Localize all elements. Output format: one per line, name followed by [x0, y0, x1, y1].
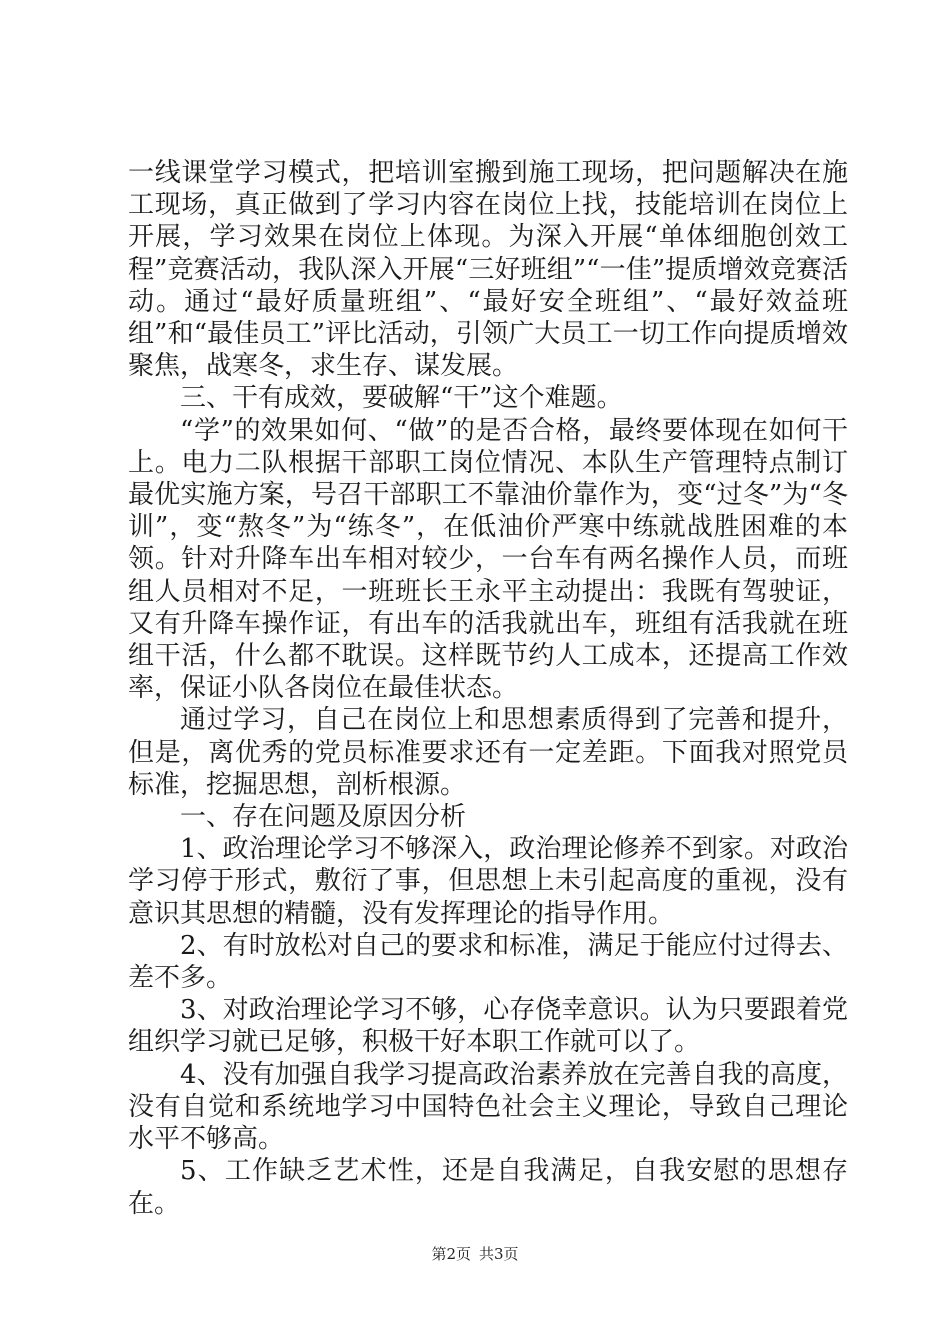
- list-item: 3、对政治理论学习不够，心存侥幸意识。认为只要跟着党组织学习就已足够，积极干好本职工作就可以了。: [128, 995, 848, 1058]
- list-item: 2、有时放松对自己的要求和标准，满足于能应付过得去、差不多。: [128, 930, 848, 994]
- paragraph: 通过学习，自己在岗位上和思想素质得到了完善和提升，但是，离优秀的党员标准要求还有一定差距。下面我对照党员标准，挖掘思想，剖析根源。: [128, 705, 848, 800]
- list-item: 5、工作缺乏艺术性，还是自我满足，自我安慰的思想存在。: [128, 1156, 848, 1219]
- page-footer: [0, 1244, 950, 1264]
- document-body: [128, 157, 848, 1220]
- paragraph: “学”的效果如何、“做”的是否合格，最终要体现在如何干上。电力二队根据干部职工岗位情况、本队生产管理特点制订最优实施方案，号召干部职工不靠油价靠作为，变“过冬”为“冬训”，变“熬冬”为“练冬”，在低油价严寒中练就战胜困难的本领。针对升降车出车相对较少，一台车有两名操作人员，而班组人员相对不足，一班班长王永平主动提出：我既有驾驶证，又有升降车操作证，有出车的活我就出车，班组有活我就在班组干活，什么都不耽误。这样既节约人工成本，还提高工作效率，保证小队各岗位在最佳状态。: [128, 415, 848, 704]
- section-heading-three: 三、干有成效，要破解“干”这个难题。: [180, 383, 623, 414]
- list-item: 1、政治理论学习不够深入，政治理论修养不到家。对政治学习停于形式，敷衍了事，但思想上未引起高度的重视，没有意识其思想的精髓，没有发挥理论的指导作用。: [128, 834, 848, 929]
- page-total: 共3页: [479, 1245, 519, 1263]
- paragraph-continued: 一线课堂学习模式，把培训室搬到施工现场，把问题解决在施工现场，真正做到了学习内容在岗位上找，技能培训在岗位上开展，学习效果在岗位上体现。为深入开展“单体细胞创效工程”竞赛活动，我队深入开展“三好班组”“一佳”提质增效竞赛活动。通过“最好质量班组”、“最好安全班组”、“最好效益班组”和“最佳员工”评比活动，引领广大员工一切工作向提质增效聚焦，战寒冬，求生存、谋发展。: [128, 158, 848, 382]
- list-item: 4、没有加强自我学习提高政治素养放在完善自我的高度，没有自觉和系统地学习中国特色社会主义理论，导致自己理论水平不够高。: [128, 1059, 848, 1155]
- page-number: 第2页: [431, 1245, 471, 1263]
- section-heading-one: 一、存在问题及原因分析: [180, 802, 467, 833]
